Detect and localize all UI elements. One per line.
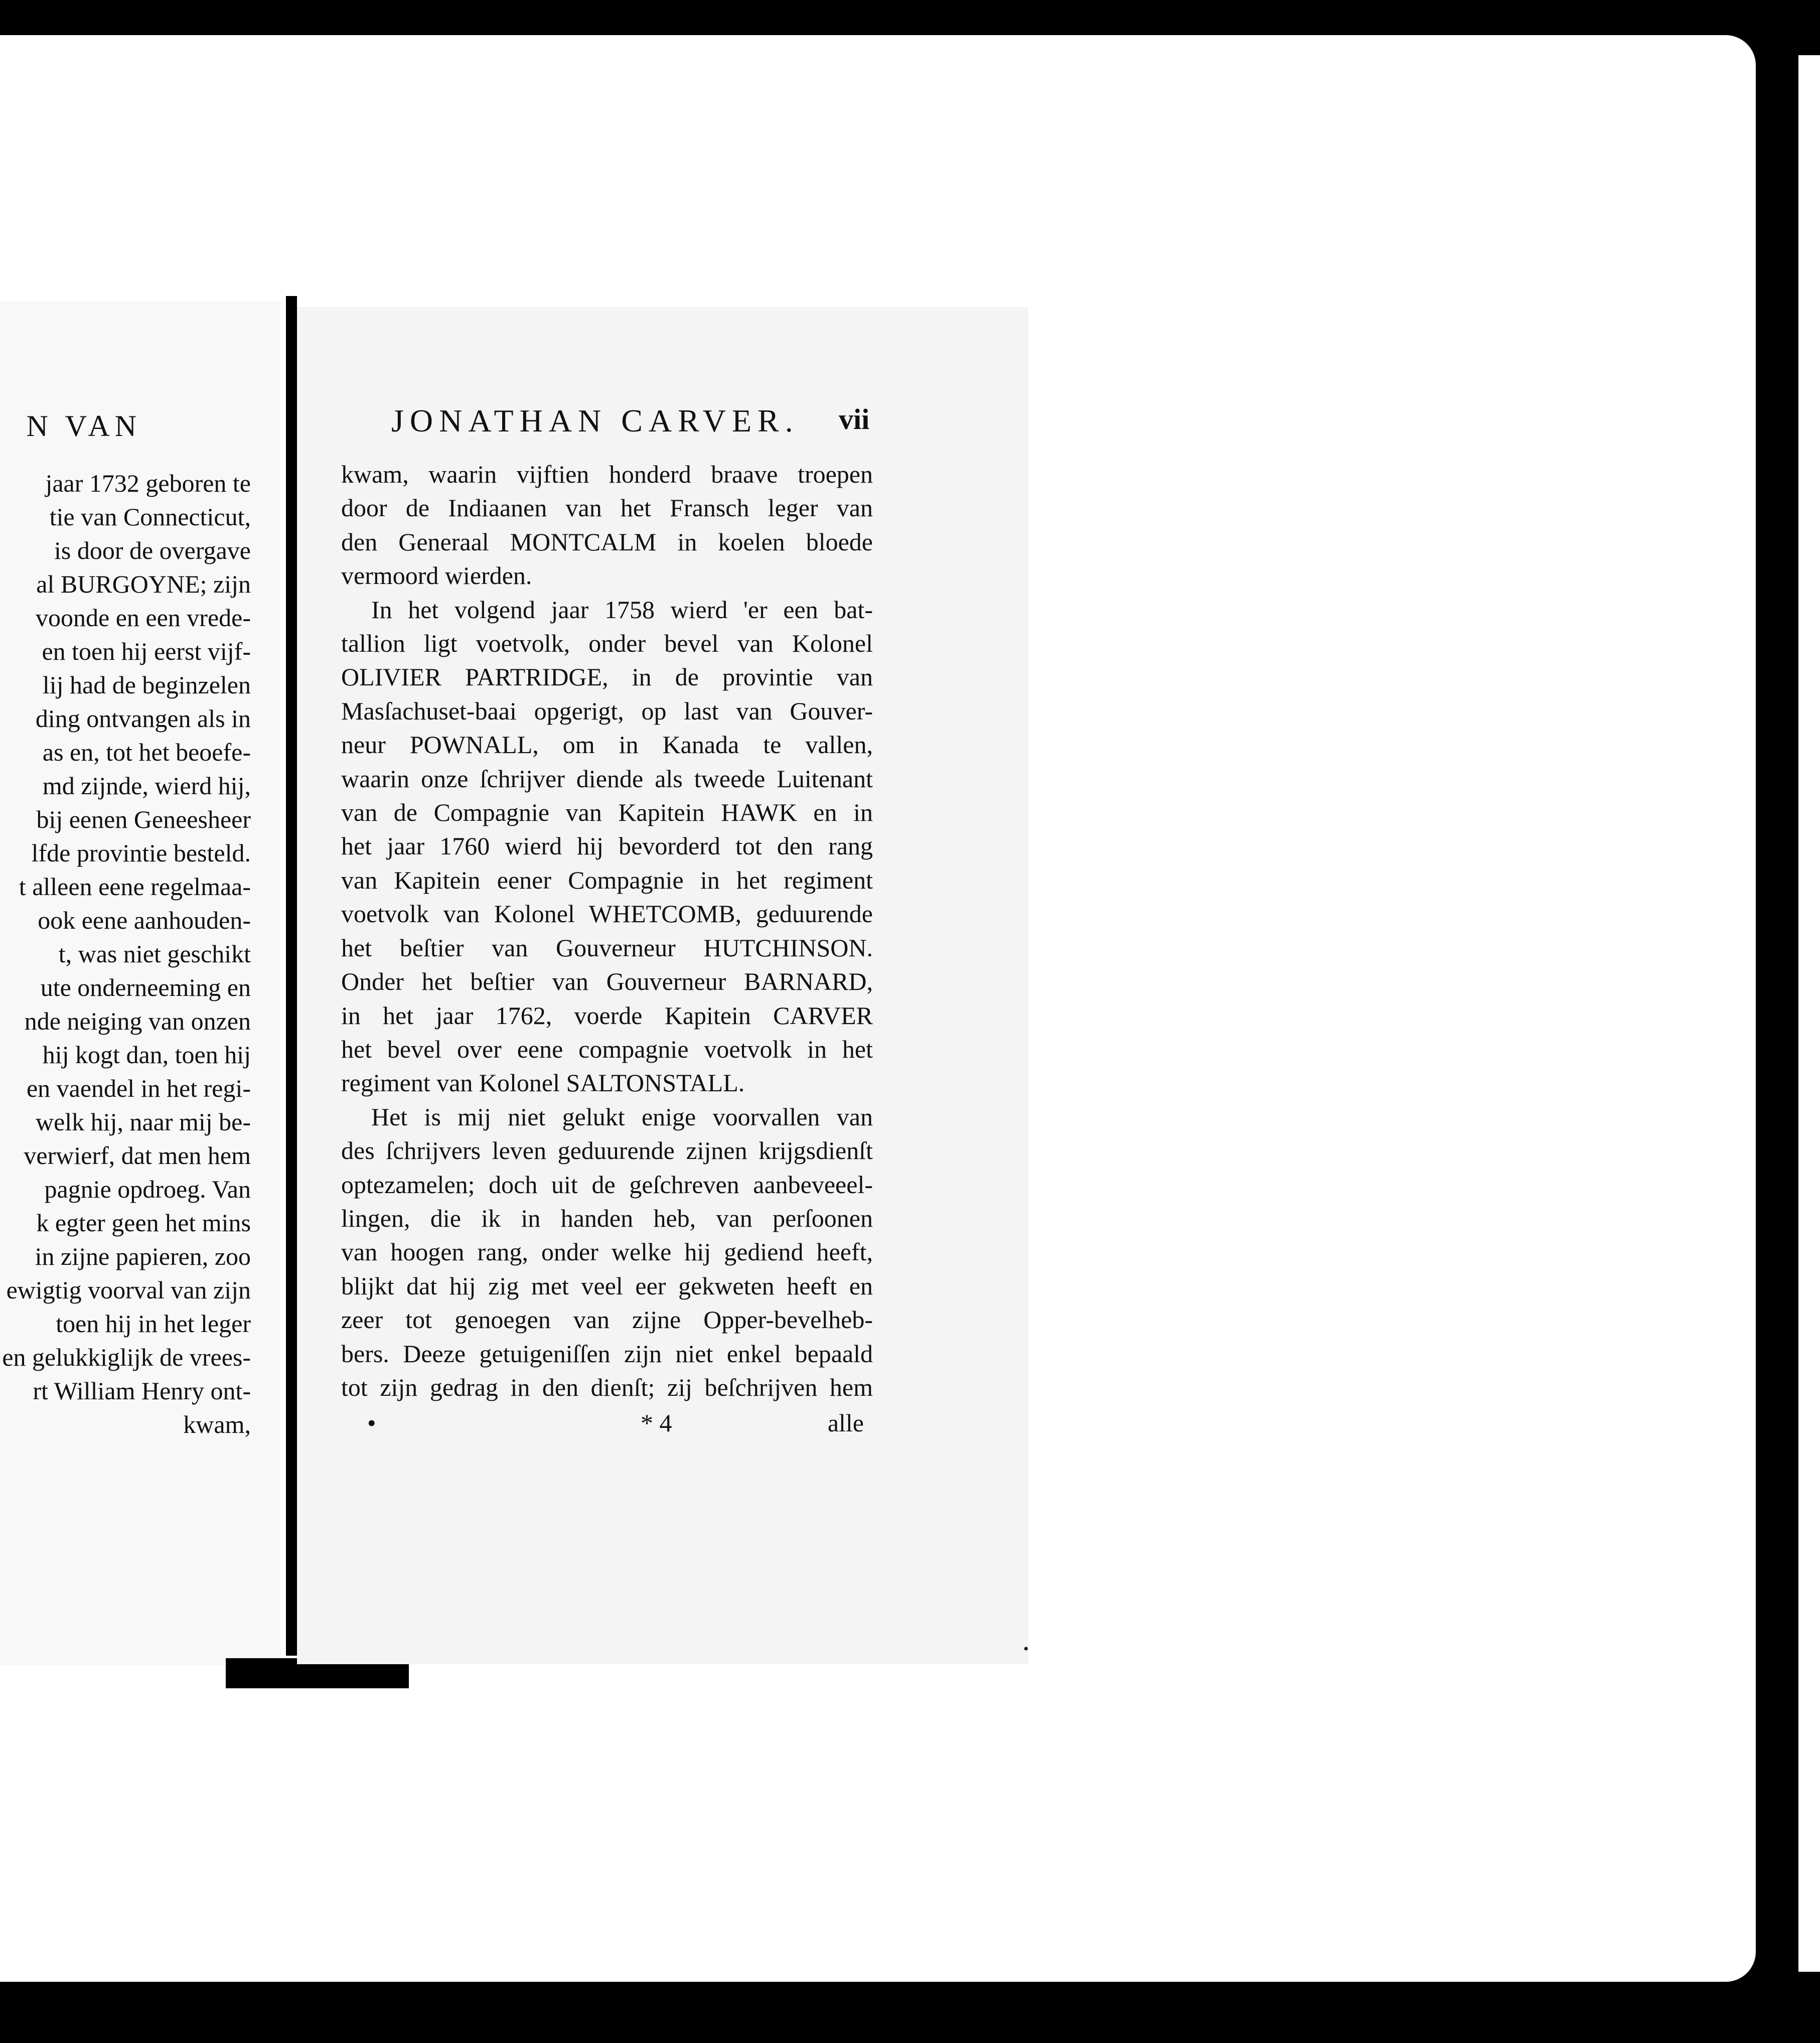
text-line: is door de overgave <box>54 536 251 564</box>
text-line: van de Compagnie van Kapitein HAWK en in <box>341 798 873 827</box>
text-line: al BURGOYNE; zijn <box>36 570 251 598</box>
left-page <box>0 301 281 1666</box>
text-line: nde neiging van onzen <box>24 1007 251 1035</box>
text-line: het beſtier van Gouverneur HUTCHINSON. <box>341 933 873 962</box>
running-head: JONATHAN CARVER. <box>391 403 799 439</box>
footer-dot: • <box>367 1409 376 1437</box>
text-line: waarin onze ſchrijver diende als tweede Luitenant <box>341 764 873 793</box>
text-line: welk hij, naar mij be- <box>35 1108 251 1136</box>
page-footer <box>367 1408 864 1443</box>
text-line: Het is mij niet gelukt enige voorvallen van <box>371 1102 873 1131</box>
body-text <box>341 458 873 1404</box>
text-line: neur POWNALL, om in Kanada te vallen, <box>341 731 873 759</box>
text-line: regiment van Kolonel SALTONSTALL. <box>341 1069 745 1097</box>
text-line: OLIVIER PARTRIDGE, in de provintie van <box>341 663 873 691</box>
text-line: het jaar 1760 wierd hij bevorderd tot den rang <box>341 832 873 860</box>
text-line: Onder het beſtier van Gouverneur BARNARD, <box>341 967 873 996</box>
text-line: tallion ligt voetvolk, onder bevel van Kolonel <box>341 629 873 658</box>
text-line: as en, tot het beoefe- <box>42 738 251 766</box>
text-line: des ſchrijvers leven geduurende zijnen krijgsdienſt <box>341 1136 873 1165</box>
text-line: pagnie opdroeg. Van <box>44 1175 251 1203</box>
text-line: k egter geen het mins <box>36 1209 251 1237</box>
left-running-head: N VAN <box>26 409 141 443</box>
text-line: optezamelen; doch uit de geſchreven aanbeveeel- <box>341 1170 873 1199</box>
text-line: van Kapitein eener Compagnie in het regiment <box>341 865 873 894</box>
text-line: hij kogt dan, toen hij <box>42 1041 251 1069</box>
text-line: het bevel over eene compagnie voetvolk in het <box>341 1035 873 1063</box>
text-line: tot zijn gedrag in den dienſt; zij beſchrijven hem <box>341 1373 873 1401</box>
text-line: t, was niet geschikt <box>58 940 251 968</box>
text-line: zeer tot genoegen van zijne Opper-bevelheb- <box>341 1305 873 1334</box>
text-line: tie van Connecticut, <box>49 503 251 531</box>
text-line: lfde provintie besteld. <box>31 839 251 867</box>
text-line: md zijnde, wierd hij, <box>42 772 251 800</box>
text-line: lingen, die ik in handen heb, van perſoonen <box>341 1204 873 1232</box>
text-line: van hoogen rang, onder welke hij gediend heeft, <box>341 1238 873 1266</box>
text-line: ook eene aanhouden- <box>38 906 251 934</box>
text-line: In het volgend jaar 1758 wierd 'er een bat- <box>371 595 873 624</box>
text-line: kwam, waarin vijftien honderd braave troepen <box>341 460 873 488</box>
text-line: in het jaar 1762, voerde Kapitein CARVER <box>341 1001 873 1030</box>
text-line: ewigtig voorval van zijn <box>6 1276 251 1304</box>
text-line: voetvolk van Kolonel WHETCOMB, geduurende <box>341 900 873 928</box>
text-line: bij eenen Geneesheer <box>36 805 251 833</box>
adjacent-page-edge <box>1798 55 1820 1972</box>
text-line: in zijne papieren, zoo <box>35 1242 251 1270</box>
text-line: ute onderneeming en <box>40 973 251 1001</box>
text-line: toen hij in het leger <box>56 1309 251 1338</box>
text-line: verwierf, dat men hem <box>24 1141 251 1170</box>
text-line: jaar 1732 geboren te <box>45 469 251 497</box>
text-line: ding ontvangen als in <box>35 704 251 733</box>
text-line: t alleen eene regelmaa- <box>19 872 251 901</box>
text-line: bers. Deeze getuigeniſſen zijn niet enkel bepaald <box>341 1339 873 1368</box>
text-line: voonde en een vrede- <box>36 604 251 632</box>
text-line: rt William Henry ont- <box>33 1377 251 1405</box>
signature-mark: * 4 <box>641 1409 672 1437</box>
right-page <box>297 307 1028 1664</box>
scan-speck: • <box>1023 1641 1029 1657</box>
text-line: kwam, <box>183 1410 251 1438</box>
gutter-rule <box>286 296 297 1656</box>
page-number: vii <box>839 403 870 435</box>
text-line: Masſachuset-baai opgerigt, op last van Gouver- <box>341 696 873 725</box>
text-line: blijkt dat hij zig met veel eer gekweten heeft en <box>341 1271 873 1300</box>
text-line: lij had de beginzelen <box>42 671 251 699</box>
left-page-text <box>0 467 251 1441</box>
text-line: den Generaal MONTCALM in koelen bloede <box>341 527 873 556</box>
text-line: en toen hij eerst vijf- <box>42 637 251 665</box>
text-line: en gelukkiglijk de vrees- <box>2 1343 251 1371</box>
text-line: vermoord wierden. <box>341 561 532 590</box>
text-line: en vaendel in het regi- <box>26 1074 251 1102</box>
catchword: alle <box>827 1409 864 1437</box>
text-line: door de Indiaanen van het Fransch leger van <box>341 494 873 522</box>
